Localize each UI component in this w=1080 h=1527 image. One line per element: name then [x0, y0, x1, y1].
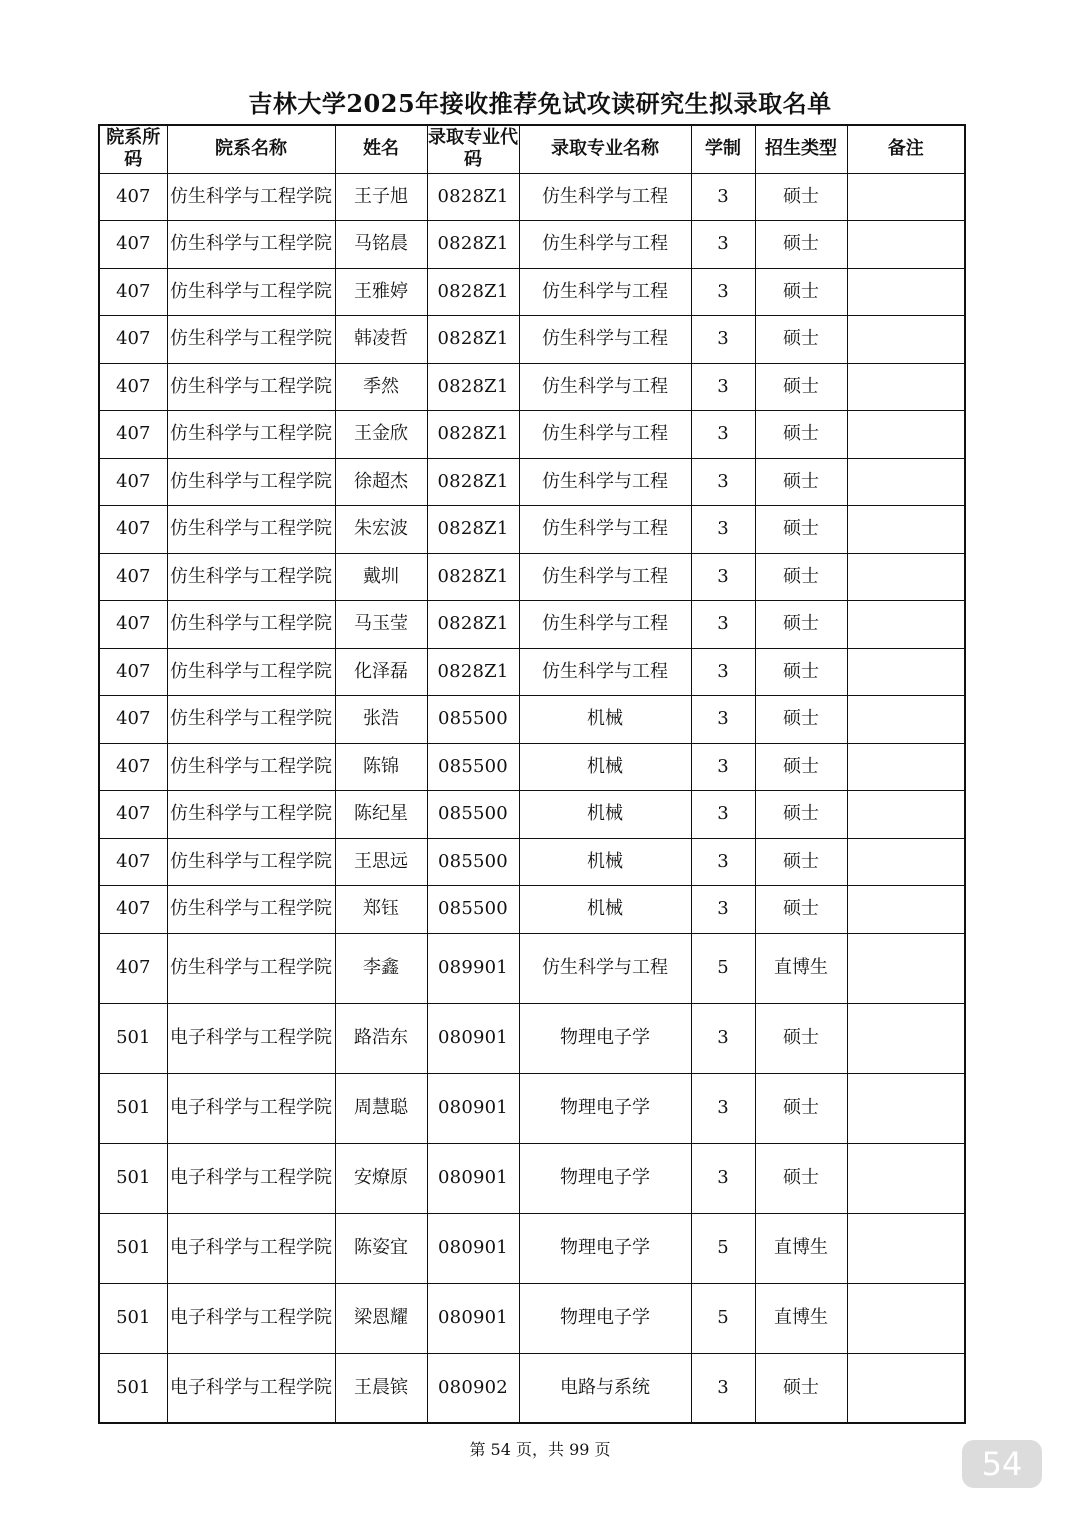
cell-type: 硕士 [755, 743, 847, 791]
cell-major-name: 仿生科学与工程 [519, 316, 691, 364]
cell-name: 张浩 [335, 696, 427, 744]
cell-name: 韩凌哲 [335, 316, 427, 364]
cell-major-name: 机械 [519, 696, 691, 744]
cell-type: 硕士 [755, 1353, 847, 1423]
cell-duration: 3 [691, 1143, 755, 1213]
cell-dept-code: 407 [99, 791, 167, 839]
cell-dept-code: 407 [99, 648, 167, 696]
table-row [99, 648, 965, 696]
cell-type: 硕士 [755, 363, 847, 411]
cell-note [847, 743, 965, 791]
cell-major-name: 仿生科学与工程 [519, 601, 691, 649]
cell-duration: 3 [691, 506, 755, 554]
table-row [99, 506, 965, 554]
cell-major-name: 机械 [519, 791, 691, 839]
cell-type: 硕士 [755, 601, 847, 649]
cell-duration: 3 [691, 886, 755, 934]
header-dept-name: 院系名称 [167, 125, 335, 173]
cell-major-code: 0828Z1 [427, 316, 519, 364]
page-footer: 第 54 页，共 99 页 [469, 1440, 611, 1459]
cell-dept-name: 电子科学与工程学院 [167, 1353, 335, 1423]
table-row [99, 1213, 965, 1283]
cell-name: 路浩东 [335, 1003, 427, 1073]
cell-duration: 3 [691, 458, 755, 506]
cell-note [847, 363, 965, 411]
cell-major-code: 080901 [427, 1213, 519, 1283]
cell-major-code: 0828Z1 [427, 648, 519, 696]
cell-dept-name: 仿生科学与工程学院 [167, 268, 335, 316]
cell-name: 化泽磊 [335, 648, 427, 696]
cell-type: 硕士 [755, 1003, 847, 1073]
cell-major-code: 089901 [427, 933, 519, 1003]
cell-dept-name: 仿生科学与工程学院 [167, 506, 335, 554]
cell-dept-code: 407 [99, 221, 167, 269]
cell-note [847, 1283, 965, 1353]
cell-major-name: 物理电子学 [519, 1283, 691, 1353]
cell-type: 硕士 [755, 1143, 847, 1213]
cell-name: 陈姿宜 [335, 1213, 427, 1283]
table-row [99, 696, 965, 744]
table-row [99, 458, 965, 506]
cell-duration: 3 [691, 1003, 755, 1073]
table-row [99, 221, 965, 269]
cell-dept-code: 407 [99, 743, 167, 791]
cell-dept-name: 仿生科学与工程学院 [167, 173, 335, 221]
cell-dept-name: 仿生科学与工程学院 [167, 553, 335, 601]
cell-duration: 3 [691, 696, 755, 744]
table-row [99, 933, 965, 1003]
cell-note [847, 1003, 965, 1073]
cell-dept-name: 仿生科学与工程学院 [167, 743, 335, 791]
cell-major-name: 物理电子学 [519, 1213, 691, 1283]
cell-duration: 3 [691, 838, 755, 886]
cell-name: 王子旭 [335, 173, 427, 221]
header-major-name: 录取专业名称 [519, 125, 691, 173]
cell-name: 徐超杰 [335, 458, 427, 506]
cell-note [847, 1353, 965, 1423]
cell-major-name: 仿生科学与工程 [519, 363, 691, 411]
header-dept-code: 院系所码 [99, 125, 167, 173]
header-note: 备注 [847, 125, 965, 173]
cell-name: 王金欣 [335, 411, 427, 459]
cell-name: 王雅婷 [335, 268, 427, 316]
header-major-code: 录取专业代码 [427, 125, 519, 173]
cell-name: 周慧聪 [335, 1073, 427, 1143]
cell-dept-name: 仿生科学与工程学院 [167, 838, 335, 886]
cell-note [847, 1073, 965, 1143]
cell-major-name: 仿生科学与工程 [519, 411, 691, 459]
table-row [99, 1073, 965, 1143]
table-row [99, 268, 965, 316]
cell-name: 王思远 [335, 838, 427, 886]
cell-dept-code: 407 [99, 933, 167, 1003]
table-row [99, 1283, 965, 1353]
cell-major-code: 0828Z1 [427, 173, 519, 221]
cell-dept-code: 501 [99, 1143, 167, 1213]
cell-type: 硕士 [755, 886, 847, 934]
table-row [99, 791, 965, 839]
table-row [99, 838, 965, 886]
cell-note [847, 601, 965, 649]
cell-type: 硕士 [755, 1073, 847, 1143]
cell-note [847, 411, 965, 459]
cell-major-name: 仿生科学与工程 [519, 268, 691, 316]
table-row [99, 553, 965, 601]
cell-major-name: 机械 [519, 886, 691, 934]
cell-major-name: 仿生科学与工程 [519, 506, 691, 554]
table-row [99, 743, 965, 791]
cell-duration: 3 [691, 791, 755, 839]
cell-dept-code: 407 [99, 696, 167, 744]
cell-major-name: 物理电子学 [519, 1003, 691, 1073]
cell-note [847, 648, 965, 696]
cell-major-code: 0828Z1 [427, 221, 519, 269]
cell-type: 硕士 [755, 506, 847, 554]
cell-major-code: 080901 [427, 1143, 519, 1213]
cell-dept-code: 407 [99, 838, 167, 886]
cell-name: 李鑫 [335, 933, 427, 1003]
cell-dept-name: 电子科学与工程学院 [167, 1003, 335, 1073]
page-title: 吉林大学2025年接收推荐免试攻读研究生拟录取名单 [248, 89, 832, 118]
cell-major-code: 085500 [427, 838, 519, 886]
cell-name: 季然 [335, 363, 427, 411]
cell-dept-code: 407 [99, 601, 167, 649]
cell-type: 硕士 [755, 411, 847, 459]
cell-note [847, 553, 965, 601]
cell-dept-name: 仿生科学与工程学院 [167, 648, 335, 696]
cell-type: 硕士 [755, 316, 847, 364]
cell-note [847, 696, 965, 744]
cell-major-name: 物理电子学 [519, 1143, 691, 1213]
cell-note [847, 268, 965, 316]
cell-type: 硕士 [755, 791, 847, 839]
cell-type: 硕士 [755, 268, 847, 316]
cell-type: 硕士 [755, 648, 847, 696]
cell-type: 硕士 [755, 838, 847, 886]
cell-type: 硕士 [755, 553, 847, 601]
table-row [99, 316, 965, 364]
cell-note [847, 1143, 965, 1213]
cell-name: 马玉莹 [335, 601, 427, 649]
cell-dept-name: 电子科学与工程学院 [167, 1143, 335, 1213]
cell-note [847, 1213, 965, 1283]
cell-duration: 3 [691, 743, 755, 791]
cell-dept-code: 407 [99, 458, 167, 506]
cell-name: 郑钰 [335, 886, 427, 934]
table-row [99, 886, 965, 934]
cell-dept-code: 407 [99, 173, 167, 221]
cell-major-code: 0828Z1 [427, 411, 519, 459]
cell-major-code: 080901 [427, 1283, 519, 1353]
cell-note [847, 173, 965, 221]
cell-major-code: 0828Z1 [427, 553, 519, 601]
cell-duration: 3 [691, 601, 755, 649]
cell-duration: 3 [691, 221, 755, 269]
cell-major-name: 仿生科学与工程 [519, 933, 691, 1003]
cell-major-name: 机械 [519, 838, 691, 886]
cell-dept-code: 407 [99, 886, 167, 934]
cell-type: 硕士 [755, 221, 847, 269]
cell-note [847, 316, 965, 364]
cell-major-code: 0828Z1 [427, 363, 519, 411]
header-duration: 学制 [691, 125, 755, 173]
cell-major-code: 080901 [427, 1073, 519, 1143]
table-row [99, 1143, 965, 1213]
cell-major-name: 物理电子学 [519, 1073, 691, 1143]
cell-dept-code: 501 [99, 1073, 167, 1143]
cell-dept-code: 501 [99, 1353, 167, 1423]
cell-dept-name: 仿生科学与工程学院 [167, 791, 335, 839]
cell-duration: 3 [691, 553, 755, 601]
cell-duration: 3 [691, 316, 755, 364]
cell-duration: 5 [691, 1213, 755, 1283]
table-row [99, 363, 965, 411]
cell-major-code: 080901 [427, 1003, 519, 1073]
cell-note [847, 838, 965, 886]
cell-type: 硕士 [755, 458, 847, 506]
cell-type: 直博生 [755, 1213, 847, 1283]
cell-note [847, 458, 965, 506]
cell-major-name: 仿生科学与工程 [519, 173, 691, 221]
cell-dept-name: 电子科学与工程学院 [167, 1283, 335, 1353]
cell-type: 直博生 [755, 933, 847, 1003]
cell-duration: 5 [691, 1283, 755, 1353]
table-row [99, 411, 965, 459]
cell-dept-code: 501 [99, 1003, 167, 1073]
table-row [99, 1353, 965, 1423]
cell-dept-name: 仿生科学与工程学院 [167, 458, 335, 506]
cell-name: 朱宏波 [335, 506, 427, 554]
cell-note [847, 506, 965, 554]
cell-duration: 3 [691, 363, 755, 411]
cell-major-code: 085500 [427, 886, 519, 934]
cell-major-code: 0828Z1 [427, 268, 519, 316]
cell-major-code: 0828Z1 [427, 601, 519, 649]
cell-major-code: 085500 [427, 696, 519, 744]
cell-major-name: 电路与系统 [519, 1353, 691, 1423]
cell-dept-name: 电子科学与工程学院 [167, 1213, 335, 1283]
cell-note [847, 221, 965, 269]
cell-dept-code: 407 [99, 363, 167, 411]
table-row [99, 1003, 965, 1073]
cell-dept-name: 仿生科学与工程学院 [167, 363, 335, 411]
cell-type: 硕士 [755, 696, 847, 744]
cell-major-code: 085500 [427, 791, 519, 839]
cell-note [847, 886, 965, 934]
cell-name: 陈纪星 [335, 791, 427, 839]
cell-duration: 3 [691, 268, 755, 316]
cell-major-code: 085500 [427, 743, 519, 791]
cell-duration: 3 [691, 411, 755, 459]
header-type: 招生类型 [755, 125, 847, 173]
admission-table [98, 124, 966, 1424]
cell-dept-name: 仿生科学与工程学院 [167, 933, 335, 1003]
cell-dept-code: 407 [99, 506, 167, 554]
cell-dept-name: 仿生科学与工程学院 [167, 221, 335, 269]
cell-major-code: 0828Z1 [427, 458, 519, 506]
cell-name: 陈锦 [335, 743, 427, 791]
cell-dept-name: 仿生科学与工程学院 [167, 601, 335, 649]
cell-name: 安燎原 [335, 1143, 427, 1213]
cell-major-code: 0828Z1 [427, 506, 519, 554]
cell-note [847, 791, 965, 839]
cell-type: 硕士 [755, 173, 847, 221]
cell-duration: 3 [691, 1353, 755, 1423]
cell-major-name: 仿生科学与工程 [519, 553, 691, 601]
cell-dept-name: 仿生科学与工程学院 [167, 316, 335, 364]
table-row [99, 173, 965, 221]
cell-duration: 3 [691, 173, 755, 221]
cell-dept-code: 407 [99, 268, 167, 316]
cell-dept-name: 仿生科学与工程学院 [167, 411, 335, 459]
cell-name: 戴圳 [335, 553, 427, 601]
cell-type: 直博生 [755, 1283, 847, 1353]
cell-dept-code: 407 [99, 316, 167, 364]
cell-dept-code: 501 [99, 1213, 167, 1283]
cell-major-name: 仿生科学与工程 [519, 221, 691, 269]
page-number-badge: 54 [962, 1440, 1042, 1488]
cell-dept-name: 电子科学与工程学院 [167, 1073, 335, 1143]
cell-major-name: 仿生科学与工程 [519, 648, 691, 696]
cell-major-code: 080902 [427, 1353, 519, 1423]
cell-dept-code: 407 [99, 553, 167, 601]
cell-name: 梁恩耀 [335, 1283, 427, 1353]
table-header-row [99, 125, 965, 173]
cell-major-name: 机械 [519, 743, 691, 791]
cell-duration: 5 [691, 933, 755, 1003]
header-name: 姓名 [335, 125, 427, 173]
cell-dept-code: 501 [99, 1283, 167, 1353]
cell-dept-name: 仿生科学与工程学院 [167, 886, 335, 934]
cell-dept-code: 407 [99, 411, 167, 459]
cell-duration: 3 [691, 1073, 755, 1143]
cell-duration: 3 [691, 648, 755, 696]
cell-name: 马铭晨 [335, 221, 427, 269]
cell-dept-name: 仿生科学与工程学院 [167, 696, 335, 744]
cell-major-name: 仿生科学与工程 [519, 458, 691, 506]
table-row [99, 601, 965, 649]
cell-name: 王晨镔 [335, 1353, 427, 1423]
cell-note [847, 933, 965, 1003]
